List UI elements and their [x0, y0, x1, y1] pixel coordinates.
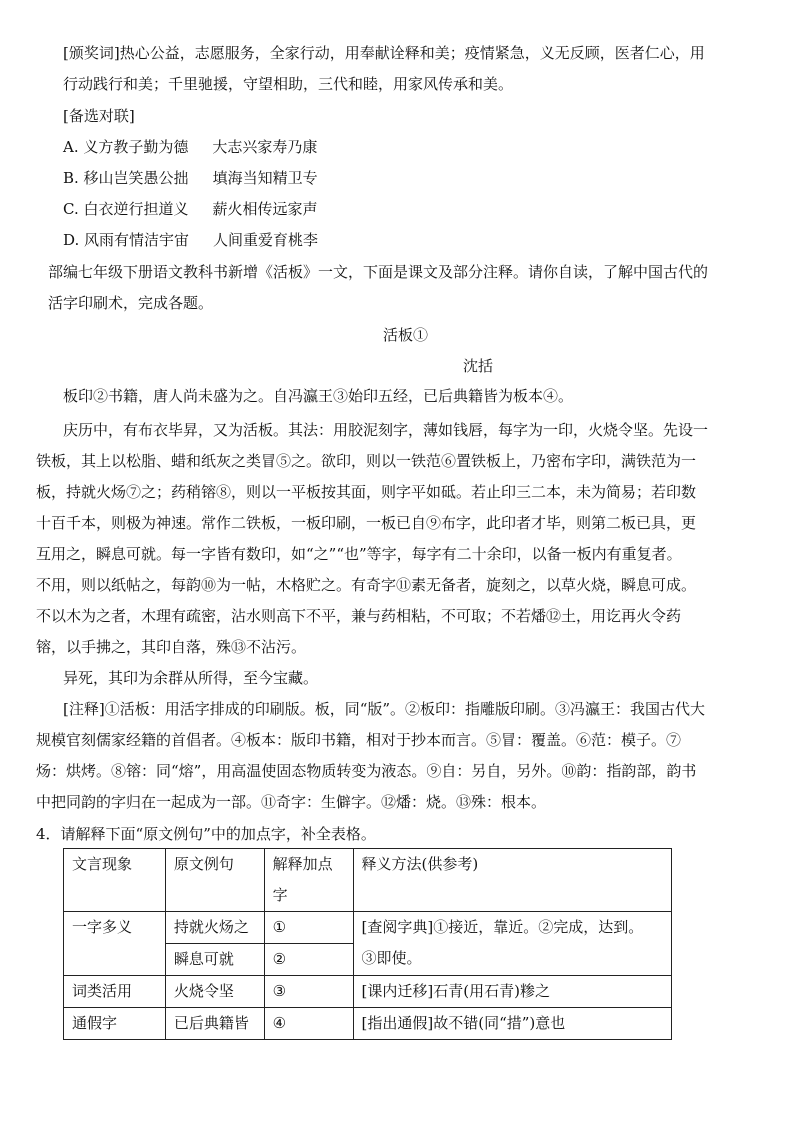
article-p2-line: 互用之，瞬息可就。每一字皆有数印，如“之”“也”等字，每字有二十余印，以备一板内有重复者。	[36, 545, 682, 563]
table-row	[64, 912, 672, 944]
intro-line-2: 活字印刷术，完成各题。	[48, 294, 214, 312]
article-p2-line: 镕，以手拂之，其印自落，殊⑬不沾污。	[36, 638, 307, 656]
article-author: 沈括	[463, 357, 494, 375]
header-example: 原文例句	[165, 849, 264, 912]
notes-line: 规模官刻儒家经籍的首倡者。④板本：版印书籍，相对于抄本而言。⑤冒：覆盖。⑥范：模子。⑦	[36, 731, 682, 749]
notes-line: 炀：烘烤。⑧镕：同“熔”，用高温使固态物质转变为液态。⑨自：另自，另外。⑩韵：指韵部，韵书	[36, 762, 697, 780]
cell-example: 已后典籍皆	[165, 1008, 264, 1040]
intro-line-1: 部编七年级下册语文教科书新增《活板》一文，下面是课文及部分注释。请你自读，了解中国古代的	[48, 263, 709, 281]
notes-line: [注释]①活板：用活字排成的印刷版。板，同“版”。②板印：指雕版印刷。③冯瀛王：我国古代大	[63, 700, 706, 718]
cell-method: [课内迁移]石青(用石青)糁之	[353, 976, 671, 1008]
cell-phenomenon: 通假字	[64, 1008, 166, 1040]
article-p2-line: 庆历中，有布衣毕昇，又为活板。其法：用胶泥刻字，薄如钱唇，每字为一印，火烧令坚。先设一	[63, 421, 709, 439]
cell-answer-blank[interactable]: ②	[264, 944, 353, 976]
article-p2-line: 十百千本，则极为神速。常作二铁板，一板印刷，一板已自⑨布字，此印者才毕，则第二板已具，更	[36, 514, 697, 532]
cell-example: 持就火炀之	[165, 912, 264, 944]
couplets-heading: [备选对联]	[63, 107, 135, 125]
cell-answer-blank[interactable]: ③	[264, 976, 353, 1008]
couplet-option-c: C. 白衣逆行担道义 薪火相传远家声	[63, 200, 318, 218]
article-p2-line: 铁板，其上以松脂、蜡和纸灰之类冒⑤之。欲印，则以一铁范⑥置铁板上，乃密布字印，满铁范为一	[36, 452, 697, 470]
cell-method: [指出通假]故不错(同“措”)意也	[353, 1008, 671, 1040]
cell-phenomenon: 一字多义	[64, 912, 166, 976]
couplet-option-d: D. 风雨有情洁宇宙 人间重爱育桃李	[63, 231, 319, 249]
article-paragraph-1: 板印②书籍，唐人尚未盛为之。自冯瀛王③始印五经，已后典籍皆为板本④。	[63, 387, 574, 405]
article-p2-line: 板，持就火炀⑦之；药稍镕⑧，则以一平板按其面，则字平如砥。若止印三二本，未为简易；若印数	[36, 483, 697, 501]
header-phenomenon: 文言现象	[64, 849, 166, 912]
header-method: 释义方法(供参考)	[353, 849, 671, 912]
cell-method: [查阅字典]①接近，靠近。②完成，达到。 ③即使。	[353, 912, 671, 976]
table-row	[64, 1008, 672, 1040]
cell-example: 火烧令坚	[165, 976, 264, 1008]
question-4: 4．请解释下面“原文例句”中的加点字，补全表格。	[36, 825, 376, 843]
award-line-1: [颁奖词]热心公益，志愿服务，全家行动，用奉献诠释和美；疫情紧急，义无反顾，医者仁心，用	[63, 44, 705, 62]
couplet-option-b: B. 移山岂笑愚公拙 填海当知精卫专	[63, 169, 318, 187]
article-p2-line: 不用，则以纸帖之，每韵⑩为一帖，木格贮之。有奇字⑪素无备者，旋刻之，以草火烧，瞬息可成。	[36, 576, 697, 594]
table-header-row	[64, 849, 672, 912]
article-p2-line: 不以木为之者，木理有疏密，沾水则高下不平，兼与药相粘，不可取；不若燔⑫土，用讫再火令药	[36, 607, 682, 625]
notes-line: 中把同韵的字归在一起成为一部。⑪奇字：生僻字。⑫燔：烧。⑬殊：根本。	[36, 793, 547, 811]
article-title: 活板①	[383, 326, 429, 344]
cell-answer-blank[interactable]: ①	[264, 912, 353, 944]
cell-answer-blank[interactable]: ④	[264, 1008, 353, 1040]
couplet-option-a: A. 义方教子勤为德 大志兴家寿乃康	[63, 138, 318, 156]
table-row	[64, 976, 672, 1008]
answer-table	[63, 848, 672, 1040]
cell-example: 瞬息可就	[165, 944, 264, 976]
header-explain: 解释加点 字	[264, 849, 353, 912]
cell-phenomenon: 词类活用	[64, 976, 166, 1008]
article-paragraph-3: 异死，其印为余群从所得，至今宝藏。	[63, 669, 319, 687]
award-line-2: 行动践行和美；千里驰援，守望相助，三代和睦，用家风传承和美。	[63, 75, 514, 93]
